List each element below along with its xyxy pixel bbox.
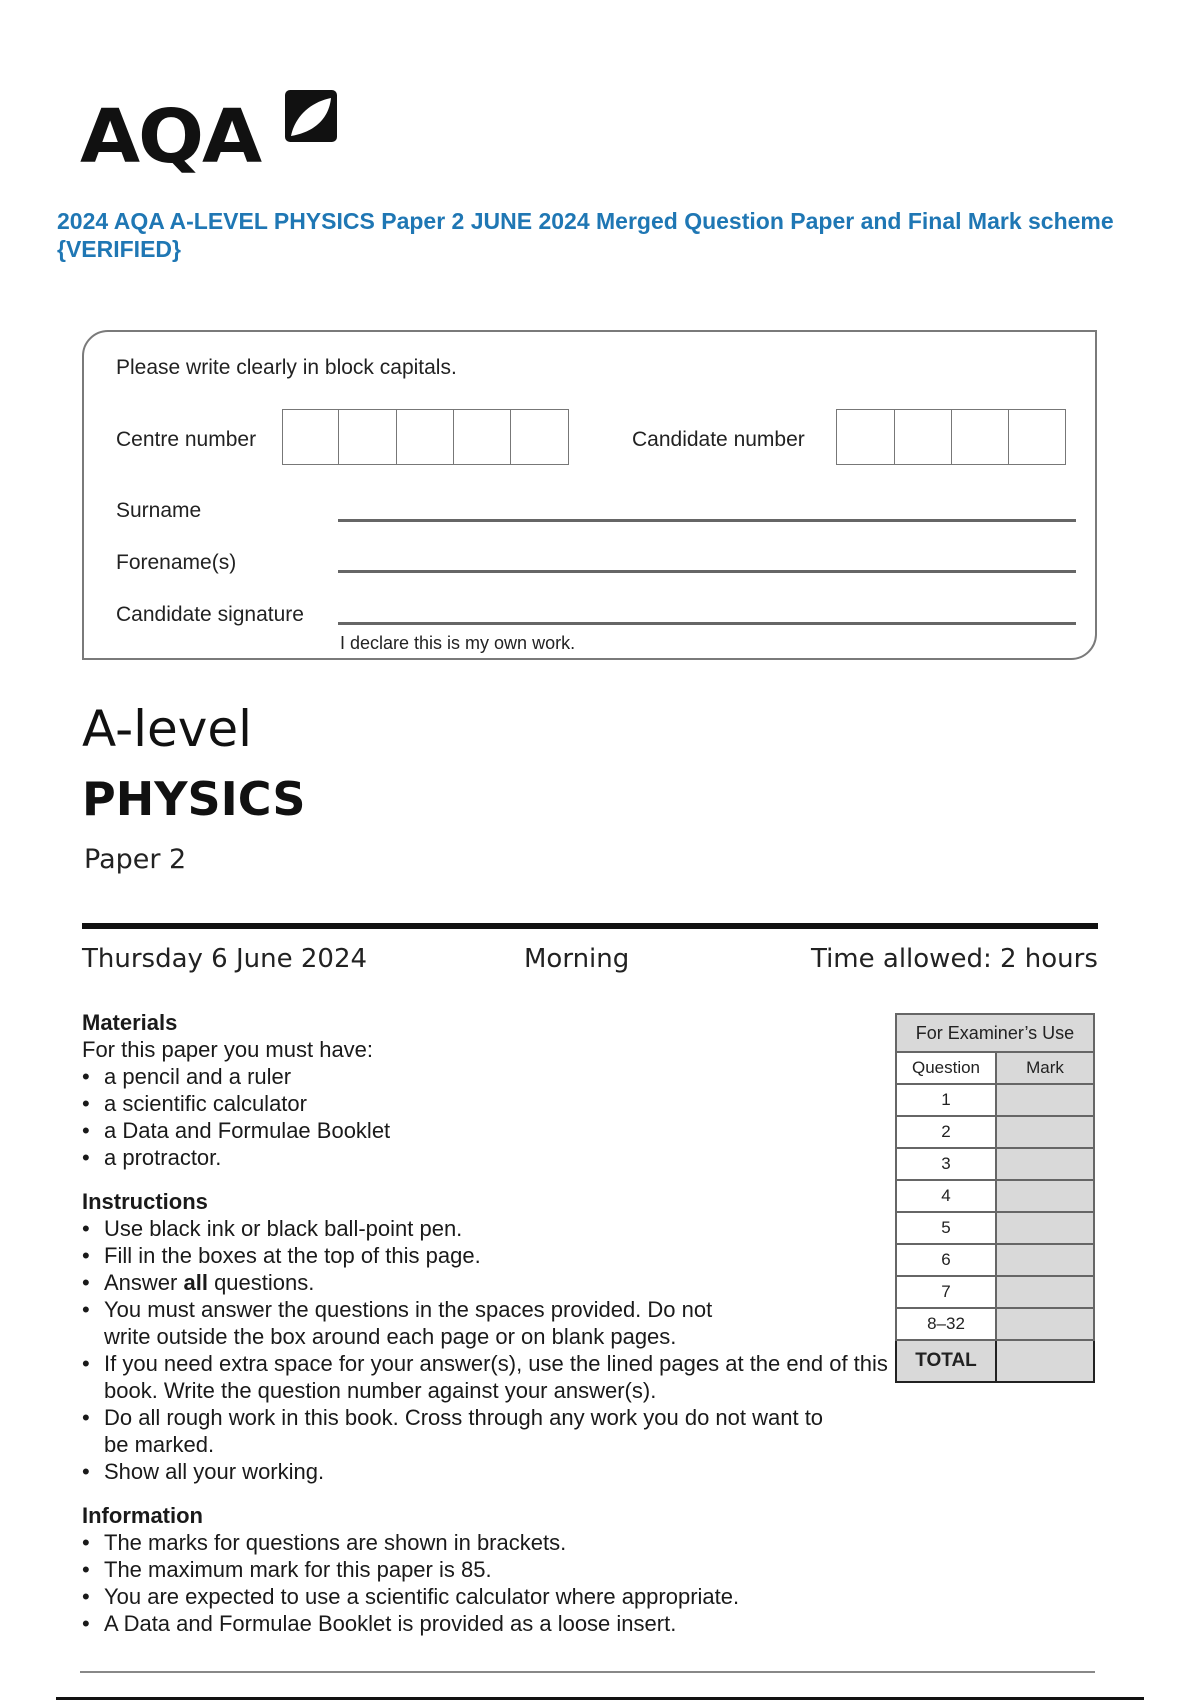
candidate-number-digit-3[interactable] xyxy=(952,410,1009,464)
question-cell: 3 xyxy=(896,1148,996,1180)
mark-cell[interactable] xyxy=(996,1212,1094,1244)
declaration-text: I declare this is my own work. xyxy=(340,633,576,653)
instructions-list xyxy=(82,1215,888,1485)
time-allowed: Time allowed: 2 hours xyxy=(811,944,1098,974)
aqa-leaf-mark-icon xyxy=(285,90,337,142)
list-item: • a scientific calculator xyxy=(82,1090,882,1117)
table-row xyxy=(896,1212,1094,1244)
list-item: • Use black ink or black ball-point pen. xyxy=(82,1215,872,1242)
list-item: • The maximum mark for this paper is 85. xyxy=(82,1556,882,1583)
table-row xyxy=(896,1276,1094,1308)
question-column-header: Question xyxy=(896,1052,996,1084)
information-list xyxy=(82,1529,882,1637)
candidate-number-digit-1[interactable] xyxy=(837,410,895,464)
candidate-number-digit-2[interactable] xyxy=(895,410,952,464)
information-section xyxy=(82,1502,882,1637)
question-cell: 5 xyxy=(896,1212,996,1244)
centre-number-input[interactable] xyxy=(282,409,569,465)
list-item: • a Data and Formulae Booklet xyxy=(82,1117,882,1144)
aqa-logo-text: AQA xyxy=(80,94,261,180)
subject-title: PHYSICS xyxy=(82,772,306,826)
mark-cell[interactable] xyxy=(996,1116,1094,1148)
heading-divider xyxy=(82,923,1098,929)
centre-number-digit-4[interactable] xyxy=(454,410,511,464)
question-cell: 4 xyxy=(896,1180,996,1212)
list-item: • If you need extra space for your answer(s), use the lined pages at the end of this book. Write the question number against your answer(s). xyxy=(82,1350,894,1404)
list-item: • Fill in the boxes at the top of this page. xyxy=(82,1242,872,1269)
mark-cell[interactable] xyxy=(996,1308,1094,1340)
centre-number-digit-3[interactable] xyxy=(397,410,454,464)
instructions-section xyxy=(82,1188,888,1485)
surname-label: Surname xyxy=(116,499,202,522)
question-cell: 2 xyxy=(896,1116,996,1148)
footer-divider xyxy=(80,1671,1095,1673)
list-item: • Do all rough work in this book. Cross through any work you do not want to be marked. xyxy=(82,1404,824,1458)
list-item: • A Data and Formulae Booklet is provided as a loose insert. xyxy=(82,1610,882,1637)
question-cell: 8–32 xyxy=(896,1308,996,1340)
mark-cell[interactable] xyxy=(996,1276,1094,1308)
table-row xyxy=(896,1180,1094,1212)
table-row xyxy=(896,1244,1094,1276)
mark-cell[interactable] xyxy=(996,1148,1094,1180)
total-row xyxy=(896,1340,1094,1382)
forenames-field[interactable] xyxy=(338,570,1076,573)
forenames-label: Forename(s) xyxy=(116,551,237,574)
mark-column-header: Mark xyxy=(996,1052,1094,1084)
exam-date: Thursday 6 June 2024 xyxy=(82,944,368,974)
paper-number: Paper 2 xyxy=(84,844,187,875)
question-cell: 6 xyxy=(896,1244,996,1276)
examiner-use-table xyxy=(895,1013,1095,1383)
document-title: 2024 AQA A-LEVEL PHYSICS Paper 2 JUNE 2024 Merged Question Paper and Final Mark scheme {VERIFIED} xyxy=(57,208,1114,262)
aqa-logo xyxy=(80,88,350,183)
list-item: • You must answer the questions in the spaces provided. Do not write outside the box around each page or on blank pages. xyxy=(82,1296,744,1350)
qualification-level: A-level xyxy=(82,700,253,758)
materials-heading: Materials xyxy=(82,1010,178,1035)
list-item: • Show all your working. xyxy=(82,1458,872,1485)
information-heading: Information xyxy=(82,1503,203,1528)
surname-field[interactable] xyxy=(338,519,1076,522)
total-mark-cell[interactable] xyxy=(996,1340,1094,1382)
materials-section xyxy=(82,1009,882,1171)
table-row xyxy=(896,1084,1094,1116)
instructions-heading: Instructions xyxy=(82,1189,208,1214)
list-item: • a protractor. xyxy=(82,1144,882,1171)
candidate-number-digit-4[interactable] xyxy=(1009,410,1065,464)
exam-session: Morning xyxy=(524,944,630,974)
centre-number-digit-5[interactable] xyxy=(511,410,568,464)
candidate-details-box xyxy=(82,330,1097,660)
list-item: • Answer all questions. xyxy=(82,1269,872,1296)
candidate-number-input[interactable] xyxy=(836,409,1066,465)
list-item: • The marks for questions are shown in brackets. xyxy=(82,1529,882,1556)
table-row xyxy=(896,1148,1094,1180)
mark-cell[interactable] xyxy=(996,1084,1094,1116)
block-capitals-instruction: Please write clearly in block capitals. xyxy=(116,356,457,379)
centre-number-label: Centre number xyxy=(116,428,257,451)
signature-field[interactable] xyxy=(338,622,1076,625)
mark-cell[interactable] xyxy=(996,1180,1094,1212)
centre-number-digit-2[interactable] xyxy=(339,410,397,464)
list-item: • You are expected to use a scientific calculator where appropriate. xyxy=(82,1583,882,1610)
question-cell: 7 xyxy=(896,1276,996,1308)
materials-list xyxy=(82,1063,882,1171)
candidate-number-label: Candidate number xyxy=(632,428,805,451)
table-row xyxy=(896,1116,1094,1148)
signature-label: Candidate signature xyxy=(116,603,304,626)
materials-intro: For this paper you must have: xyxy=(82,1037,374,1062)
mark-cell[interactable] xyxy=(996,1244,1094,1276)
table-row xyxy=(896,1308,1094,1340)
total-label: TOTAL xyxy=(896,1340,996,1382)
centre-number-digit-1[interactable] xyxy=(283,410,339,464)
question-cell: 1 xyxy=(896,1084,996,1116)
list-item: • a pencil and a ruler xyxy=(82,1063,882,1090)
examiner-table-title: For Examiner’s Use xyxy=(896,1014,1094,1052)
